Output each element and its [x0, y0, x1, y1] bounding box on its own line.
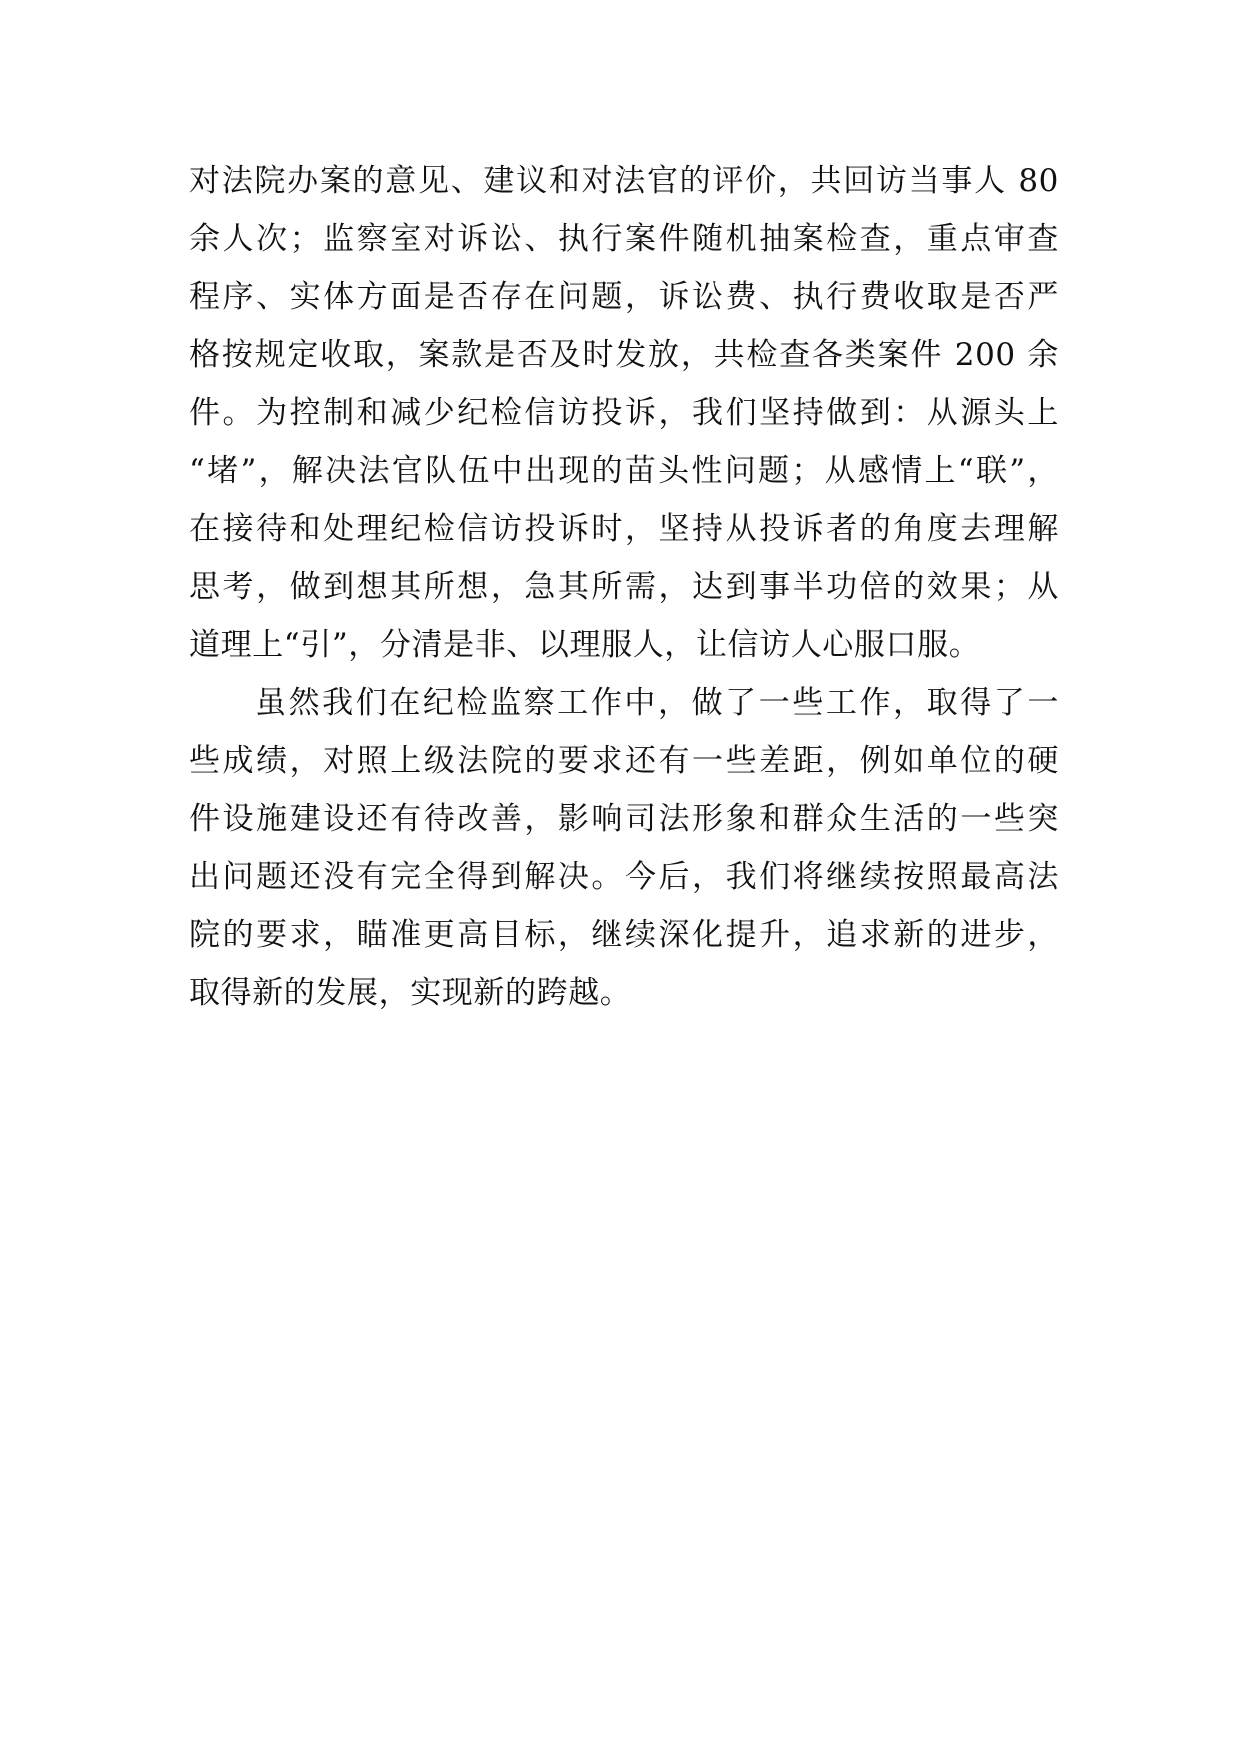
text-line: 余人次；监察室对诉讼、执行案件随机抽案检查，重点审查 [189, 221, 1059, 257]
text-line: 出问题还没有完全得到解决。今后，我们将继续按照最高法 [189, 859, 1059, 895]
text-line: 格按规定收取，案款是否及时发放，共检查各类案件 200 余 [189, 337, 1059, 373]
text-line: “堵”，解决法官队伍中出现的苗头性问题；从感情上“联”， [189, 453, 1059, 489]
text-line: 件。为控制和减少纪检信访投诉，我们坚持做到：从源头上 [189, 395, 1059, 431]
text-line: 虽然我们在纪检监察工作中，做了一些工作，取得了一 [255, 685, 1059, 721]
document-body [189, 152, 1059, 1022]
paragraph-1 [189, 152, 1059, 674]
text-line: 思考，做到想其所想，急其所需，达到事半功倍的效果；从 [189, 569, 1059, 605]
text-line: 道理上“引”，分清是非、以理服人，让信访人心服口服。 [189, 627, 981, 663]
text-line: 院的要求，瞄准更高目标，继续深化提升，追求新的进步， [189, 917, 1059, 953]
text-line: 在接待和处理纪检信访投诉时，坚持从投诉者的角度去理解 [189, 511, 1059, 547]
text-line: 程序、实体方面是否存在问题，诉讼费、执行费收取是否严 [189, 279, 1059, 315]
text-line: 对法院办案的意见、建议和对法官的评价，共回访当事人 80 [189, 163, 1059, 199]
text-line: 些成绩，对照上级法院的要求还有一些差距，例如单位的硬 [189, 743, 1059, 779]
text-line: 件设施建设还有待改善，影响司法形象和群众生活的一些突 [189, 801, 1059, 837]
paragraph-2 [189, 674, 1059, 1022]
text-line: 取得新的发展，实现新的跨越。 [189, 975, 632, 1011]
